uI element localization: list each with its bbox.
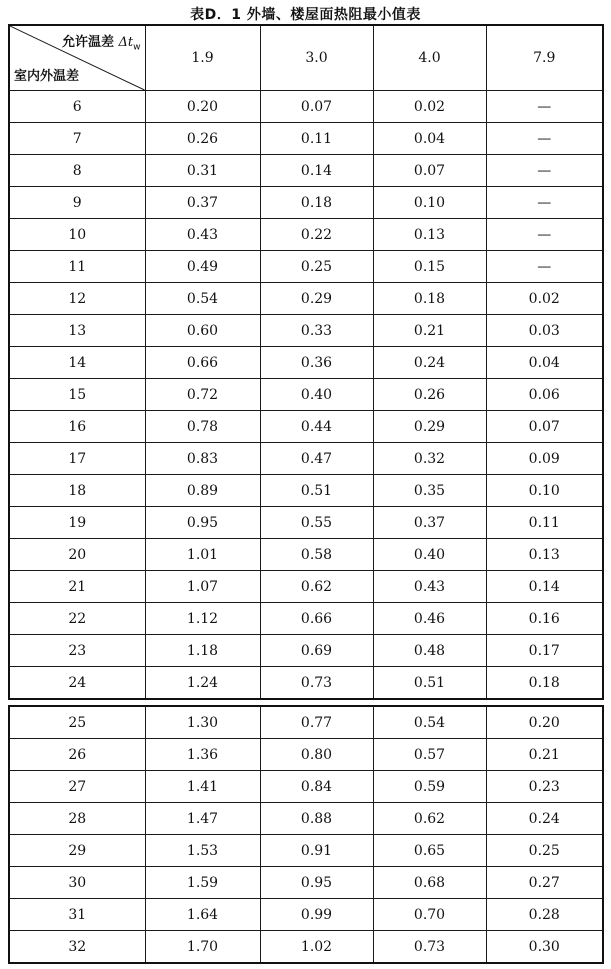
resistance-value-cell: 1.59	[145, 867, 260, 899]
resistance-value-cell: 0.37	[373, 507, 486, 539]
table-row	[9, 539, 603, 571]
table-row	[9, 411, 603, 443]
resistance-value-cell: 0.66	[260, 603, 373, 635]
table-row	[9, 91, 603, 123]
resistance-value-cell: 0.11	[486, 507, 603, 539]
resistance-value-cell: 0.91	[260, 835, 373, 867]
resistance-value-cell: 0.35	[373, 475, 486, 507]
column-header: 7.9	[486, 25, 603, 91]
resistance-value-cell: 0.95	[260, 867, 373, 899]
table-row	[9, 803, 603, 835]
table-row	[9, 571, 603, 603]
resistance-value-cell: 0.09	[486, 443, 603, 475]
resistance-value-cell: 0.70	[373, 899, 486, 931]
resistance-value-cell: 0.20	[145, 91, 260, 123]
table-row	[9, 899, 603, 931]
resistance-value-cell: 0.14	[486, 571, 603, 603]
table-row	[9, 251, 603, 283]
resistance-value-cell: 0.40	[260, 379, 373, 411]
resistance-value-cell: 0.43	[145, 219, 260, 251]
resistance-value-cell: 1.24	[145, 667, 260, 700]
table-row	[9, 347, 603, 379]
resistance-value-cell: 0.26	[145, 123, 260, 155]
resistance-value-cell: 0.11	[260, 123, 373, 155]
resistance-value-cell: 0.73	[373, 931, 486, 964]
resistance-value-cell: 0.02	[486, 283, 603, 315]
temp-diff-cell: 8	[9, 155, 145, 187]
resistance-value-cell: 0.55	[260, 507, 373, 539]
resistance-value-cell: 0.31	[145, 155, 260, 187]
resistance-value-cell: —	[486, 123, 603, 155]
resistance-value-cell: 0.27	[486, 867, 603, 899]
temp-diff-cell: 21	[9, 571, 145, 603]
temp-diff-cell: 30	[9, 867, 145, 899]
resistance-value-cell: 0.77	[260, 706, 373, 739]
indoor-outdoor-temp-diff-label: 室内外温差	[14, 69, 80, 84]
resistance-value-cell: 0.04	[486, 347, 603, 379]
resistance-value-cell: 0.07	[486, 411, 603, 443]
header-row	[9, 25, 603, 91]
temp-diff-cell: 23	[9, 635, 145, 667]
resistance-value-cell: —	[486, 155, 603, 187]
temp-diff-cell: 24	[9, 667, 145, 700]
resistance-value-cell: 0.65	[373, 835, 486, 867]
temp-diff-cell: 19	[9, 507, 145, 539]
resistance-value-cell: 1.01	[145, 539, 260, 571]
column-header: 4.0	[373, 25, 486, 91]
resistance-value-cell: 0.18	[373, 283, 486, 315]
resistance-value-cell: 0.32	[373, 443, 486, 475]
resistance-value-cell: 0.49	[145, 251, 260, 283]
resistance-value-cell: 1.36	[145, 739, 260, 771]
resistance-value-cell: 0.29	[373, 411, 486, 443]
resistance-value-cell: 0.46	[373, 603, 486, 635]
resistance-value-cell: 0.25	[486, 835, 603, 867]
resistance-value-cell: 0.03	[486, 315, 603, 347]
resistance-value-cell: 1.70	[145, 931, 260, 964]
temp-diff-cell: 14	[9, 347, 145, 379]
resistance-value-cell: 0.73	[260, 667, 373, 700]
table-row	[9, 867, 603, 899]
resistance-value-cell: 1.12	[145, 603, 260, 635]
temp-diff-cell: 27	[9, 771, 145, 803]
table-row	[9, 771, 603, 803]
resistance-value-cell: 0.89	[145, 475, 260, 507]
table-row	[9, 603, 603, 635]
resistance-value-cell: 0.06	[486, 379, 603, 411]
resistance-value-cell: 0.62	[373, 803, 486, 835]
table-row	[9, 443, 603, 475]
resistance-value-cell: 0.29	[260, 283, 373, 315]
resistance-value-cell: —	[486, 187, 603, 219]
resistance-value-cell: —	[486, 219, 603, 251]
resistance-value-cell: 0.28	[486, 899, 603, 931]
resistance-value-cell: 0.07	[373, 155, 486, 187]
resistance-value-cell: 1.53	[145, 835, 260, 867]
temp-diff-cell: 29	[9, 835, 145, 867]
table-row	[9, 635, 603, 667]
table-row	[9, 667, 603, 700]
temp-diff-cell: 15	[9, 379, 145, 411]
table-row	[9, 155, 603, 187]
resistance-value-cell: 0.36	[260, 347, 373, 379]
temp-diff-cell: 11	[9, 251, 145, 283]
temp-diff-cell: 10	[9, 219, 145, 251]
resistance-value-cell: 0.18	[260, 187, 373, 219]
table-row	[9, 283, 603, 315]
resistance-value-cell: 0.37	[145, 187, 260, 219]
column-header: 3.0	[260, 25, 373, 91]
table-row	[9, 739, 603, 771]
resistance-value-cell: 0.25	[260, 251, 373, 283]
resistance-value-cell: 0.18	[486, 667, 603, 700]
resistance-value-cell: 0.51	[373, 667, 486, 700]
table-row	[9, 835, 603, 867]
thermal-resistance-table-part2	[8, 705, 604, 964]
resistance-value-cell: 0.54	[373, 706, 486, 739]
temp-diff-cell: 20	[9, 539, 145, 571]
allowed-temp-diff-label: 允许温差 $\Delta t_w$	[61, 35, 141, 53]
resistance-value-cell: 0.68	[373, 867, 486, 899]
temp-diff-cell: 17	[9, 443, 145, 475]
resistance-value-cell: 0.95	[145, 507, 260, 539]
resistance-value-cell: 0.88	[260, 803, 373, 835]
temp-diff-cell: 25	[9, 706, 145, 739]
thermal-resistance-table-part1	[8, 24, 604, 700]
resistance-value-cell: 0.07	[260, 91, 373, 123]
resistance-value-cell: 0.10	[373, 187, 486, 219]
table-row	[9, 931, 603, 964]
resistance-value-cell: 0.84	[260, 771, 373, 803]
resistance-value-cell: 0.58	[260, 539, 373, 571]
resistance-value-cell: 0.22	[260, 219, 373, 251]
resistance-value-cell: 0.54	[145, 283, 260, 315]
table-title: 表D．1 外墙、楼屋面热阻最小值表	[190, 7, 421, 23]
resistance-value-cell: 1.18	[145, 635, 260, 667]
resistance-value-cell: 0.57	[373, 739, 486, 771]
resistance-value-cell: 0.13	[373, 219, 486, 251]
resistance-value-cell: 0.72	[145, 379, 260, 411]
resistance-value-cell: 1.30	[145, 706, 260, 739]
table-row	[9, 379, 603, 411]
resistance-value-cell: 0.23	[486, 771, 603, 803]
resistance-value-cell: 1.47	[145, 803, 260, 835]
resistance-value-cell: 0.99	[260, 899, 373, 931]
temp-diff-cell: 12	[9, 283, 145, 315]
resistance-value-cell: 0.14	[260, 155, 373, 187]
resistance-value-cell: 0.48	[373, 635, 486, 667]
resistance-value-cell: 0.80	[260, 739, 373, 771]
table-row	[9, 706, 603, 739]
resistance-value-cell: 0.62	[260, 571, 373, 603]
resistance-value-cell: 0.04	[373, 123, 486, 155]
table-row	[9, 507, 603, 539]
resistance-value-cell: 0.60	[145, 315, 260, 347]
temp-diff-cell: 16	[9, 411, 145, 443]
table-row	[9, 315, 603, 347]
resistance-value-cell: 0.83	[145, 443, 260, 475]
temp-diff-cell: 7	[9, 123, 145, 155]
resistance-value-cell: 0.69	[260, 635, 373, 667]
table-row	[9, 475, 603, 507]
resistance-value-cell: 0.02	[373, 91, 486, 123]
resistance-value-cell: 0.10	[486, 475, 603, 507]
resistance-value-cell: 0.15	[373, 251, 486, 283]
temp-diff-cell: 31	[9, 899, 145, 931]
resistance-value-cell: 1.02	[260, 931, 373, 964]
resistance-value-cell: 0.13	[486, 539, 603, 571]
resistance-value-cell: 0.33	[260, 315, 373, 347]
diagonal-header-cell	[9, 25, 145, 91]
resistance-value-cell: 1.64	[145, 899, 260, 931]
table-row	[9, 219, 603, 251]
temp-diff-cell: 22	[9, 603, 145, 635]
resistance-value-cell: 0.59	[373, 771, 486, 803]
resistance-value-cell: 0.21	[373, 315, 486, 347]
temp-diff-cell: 32	[9, 931, 145, 964]
resistance-value-cell: 1.07	[145, 571, 260, 603]
resistance-value-cell: 0.21	[486, 739, 603, 771]
resistance-value-cell: —	[486, 91, 603, 123]
resistance-value-cell: 0.24	[373, 347, 486, 379]
temp-diff-cell: 9	[9, 187, 145, 219]
resistance-value-cell: 0.26	[373, 379, 486, 411]
temp-diff-cell: 28	[9, 803, 145, 835]
resistance-value-cell: 0.16	[486, 603, 603, 635]
column-header: 1.9	[145, 25, 260, 91]
resistance-value-cell: —	[486, 251, 603, 283]
resistance-value-cell: 1.41	[145, 771, 260, 803]
table-row	[9, 123, 603, 155]
resistance-value-cell: 0.40	[373, 539, 486, 571]
temp-diff-cell: 6	[9, 91, 145, 123]
table-row	[9, 187, 603, 219]
temp-diff-cell: 13	[9, 315, 145, 347]
resistance-value-cell: 0.20	[486, 706, 603, 739]
resistance-value-cell: 0.78	[145, 411, 260, 443]
temp-diff-cell: 26	[9, 739, 145, 771]
resistance-value-cell: 0.44	[260, 411, 373, 443]
temp-diff-cell: 18	[9, 475, 145, 507]
resistance-value-cell: 0.17	[486, 635, 603, 667]
resistance-value-cell: 0.66	[145, 347, 260, 379]
resistance-value-cell: 0.30	[486, 931, 603, 964]
resistance-value-cell: 0.51	[260, 475, 373, 507]
resistance-value-cell: 0.24	[486, 803, 603, 835]
resistance-value-cell: 0.43	[373, 571, 486, 603]
resistance-value-cell: 0.47	[260, 443, 373, 475]
